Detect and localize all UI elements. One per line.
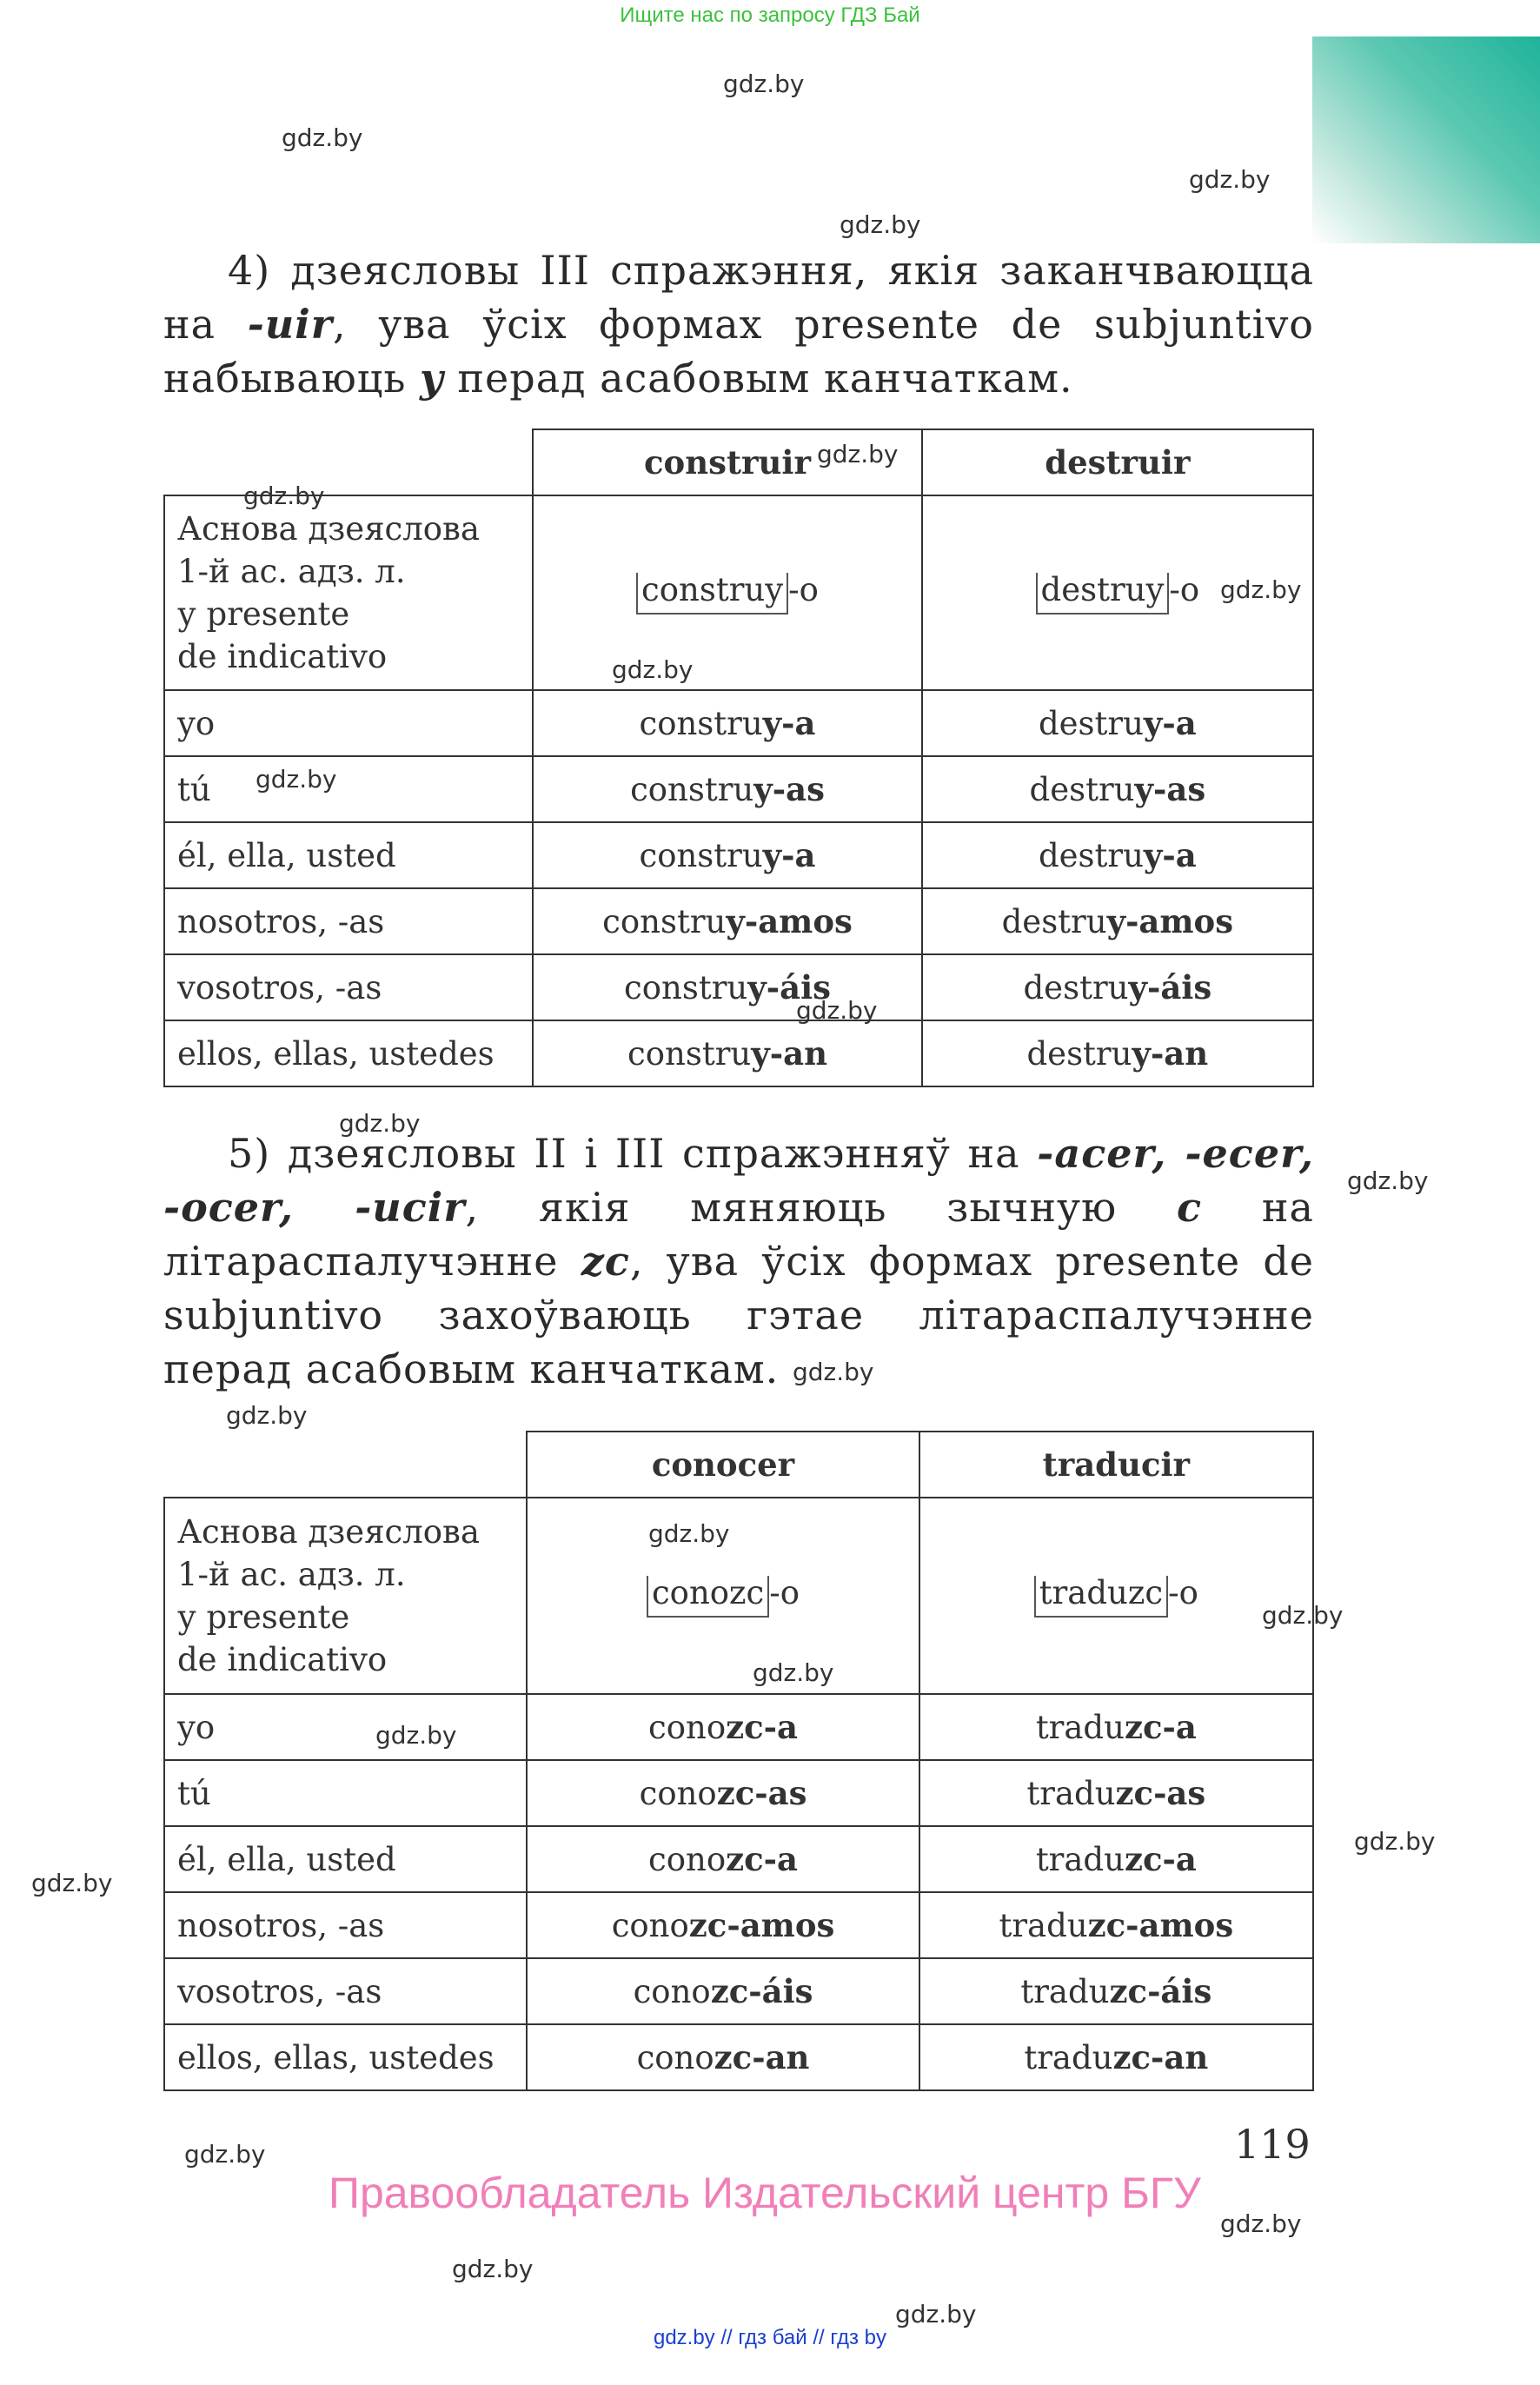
watermark: gdz.by — [895, 2300, 977, 2329]
watermark: gdz.by — [339, 1109, 421, 1138]
table-row: tú conozc-as traduzc-as — [164, 1760, 1313, 1826]
table-row: nosotros, -as conozc-amos traduzc-amos — [164, 1892, 1313, 1958]
table-row: él, ella, usted conozc-a traduzc-a — [164, 1826, 1313, 1892]
watermark: gdz.by — [1347, 1166, 1429, 1195]
copyright-notice: Правообладатель Издательский центр БГУ — [329, 2169, 1201, 2217]
watermark: gdz.by — [226, 1401, 308, 1430]
table-row: ellos, ellas, ustedes conozc-an traduzc-an — [164, 2024, 1313, 2090]
watermark: gdz.by — [184, 2140, 266, 2169]
column-header: traducir — [919, 1432, 1313, 1498]
table-row: ellos, ellas, ustedes construy-an destruy-an — [164, 1020, 1313, 1086]
watermark: gdz.by — [282, 123, 363, 152]
stem-label: Аснова дзеяслова 1-й ас. адз. л. у presente de indicativo — [164, 495, 533, 690]
table-row: vosotros, -as construy-áis destruy-áis — [164, 954, 1313, 1020]
table-row: yo conozc-a traduzc-a — [164, 1694, 1313, 1760]
table-row: vosotros, -as conozc-áis traduzc-áis — [164, 1958, 1313, 2024]
conjugation-table-construir — [163, 429, 1314, 1087]
table-row: él, ella, usted construy-a destruy-a — [164, 822, 1313, 888]
corner-decoration — [1312, 37, 1540, 243]
watermark: gdz.by — [796, 996, 878, 1025]
stem-cell: conozc -o — [527, 1498, 919, 1694]
column-header: destruir — [922, 429, 1313, 495]
watermark: gdz.by — [256, 765, 337, 794]
stem-cell: destruy -o — [922, 495, 1313, 690]
conjugation-table-conocer — [163, 1431, 1314, 2091]
watermark: gdz.by — [1262, 1601, 1344, 1630]
rule-paragraph-4: 4) дзеясловы III спражэння, якія заканчваюцца на -uir, ува ўсіх формах presente de subjuntivo набываюць y перад асабовым канчаткам. — [163, 247, 1314, 402]
top-note: Ищите нас по запросу ГДЗ Бай — [620, 3, 920, 27]
watermark: gdz.by — [753, 1658, 834, 1687]
column-header: construir — [533, 429, 921, 495]
stem-label: Аснова дзеяслова 1-й ас. адз. л. у presente de indicativo — [164, 1498, 527, 1694]
watermark: gdz.by — [31, 1869, 113, 1897]
watermark: gdz.by — [817, 440, 899, 468]
watermark: gdz.by — [1220, 2209, 1302, 2238]
stem-cell: construy -o — [533, 495, 921, 690]
watermark: gdz.by — [243, 482, 325, 510]
watermark: gdz.by — [1220, 575, 1302, 604]
watermark: gdz.by — [1189, 165, 1271, 194]
page-number: 119 — [1234, 2121, 1311, 2168]
column-header: conocer — [527, 1432, 919, 1498]
watermark: gdz.by — [452, 2255, 534, 2283]
watermark: gdz.by — [1354, 1827, 1436, 1856]
watermark: gdz.by — [723, 70, 805, 98]
table-row: nosotros, -as construy-amos destruy-amos — [164, 888, 1313, 954]
rule-paragraph-5: 5) дзеясловы II і III спражэнняў на -acer, -ecer, -ocer, -ucir, якія мяняюць зычную c на літараспалучэнне zc, ува ўсіх формах presente de subjuntivo захоўваюць гэтае літараспалучэнне перад асабовым канчаткам. — [163, 1130, 1314, 1392]
table-row: tú construy-as destruy-as — [164, 756, 1313, 822]
watermark: gdz.by — [648, 1519, 730, 1548]
watermark: gdz.by — [840, 210, 921, 239]
table-row: yo construy-a destruy-a — [164, 690, 1313, 756]
footer-links[interactable]: gdz.by // гдз бай // гдз by — [653, 2326, 887, 2349]
watermark: gdz.by — [612, 655, 694, 684]
watermark: gdz.by — [793, 1358, 874, 1386]
watermark: gdz.by — [375, 1721, 457, 1750]
stem-cell: traduzc -o — [919, 1498, 1313, 1694]
